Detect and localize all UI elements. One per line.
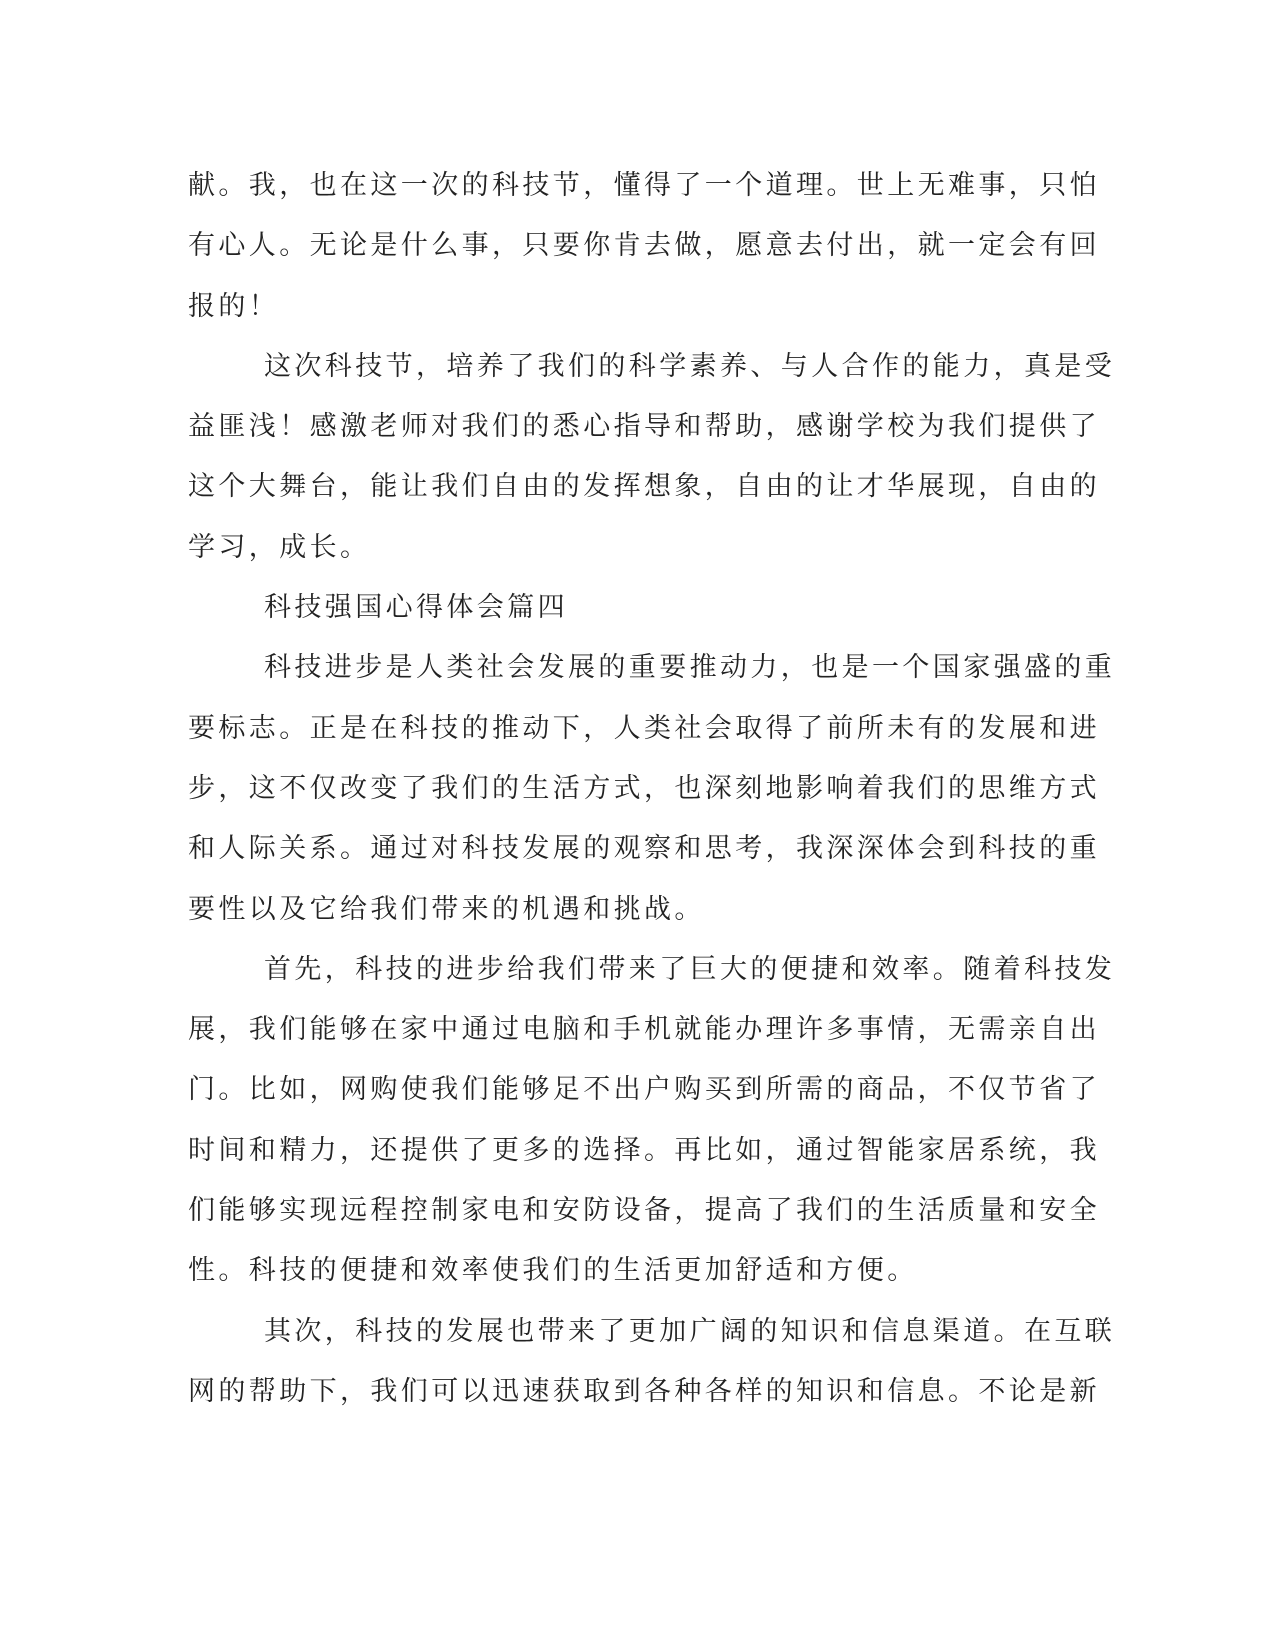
text-line: 这个大舞台，能让我们自由的发挥想象，自由的让才华展现，自由的 (188, 471, 1100, 503)
text-line: 展，我们能够在家中通过电脑和手机就能办理许多事情，无需亲自出 (188, 1014, 1100, 1046)
text-line: 科技进步是人类社会发展的重要推动力，也是一个国家强盛的重 (264, 652, 1116, 684)
text-line: 网的帮助下，我们可以迅速获取到各种各样的知识和信息。不论是新 (188, 1375, 1100, 1407)
text-line: 门。比如，网购使我们能够足不出户购买到所需的商品，不仅节省了 (188, 1074, 1100, 1106)
text-line: 要标志。正是在科技的推动下，人类社会取得了前所未有的发展和进 (188, 712, 1100, 744)
text-line: 和人际关系。通过对科技发展的观察和思考，我深深体会到科技的重 (188, 833, 1100, 865)
text-line: 步，这不仅改变了我们的生活方式，也深刻地影响着我们的思维方式 (188, 772, 1100, 804)
text-line: 要性以及它给我们带来的机遇和挑战。 (188, 893, 705, 925)
text-line: 献。我，也在这一次的科技节，懂得了一个道理。世上无难事，只怕 (188, 170, 1100, 201)
text-line: 科技强国心得体会篇四 (264, 592, 568, 624)
text-line: 性。科技的便捷和效率使我们的生活更加舒适和方便。 (188, 1255, 918, 1287)
text-line: 学习，成长。 (188, 531, 371, 563)
text-line: 首先，科技的进步给我们带来了巨大的便捷和效率。随着科技发 (264, 953, 1116, 985)
text-line: 们能够实现远程控制家电和安防设备，提高了我们的生活质量和安全 (188, 1195, 1100, 1227)
text-line: 报的！ (188, 290, 280, 322)
text-line: 益匪浅！感激老师对我们的悉心指导和帮助，感谢学校为我们提供了 (188, 411, 1100, 443)
document-body (188, 156, 1116, 1422)
text-line: 这次科技节，培养了我们的科学素养、与人合作的能力，真是受 (264, 350, 1116, 382)
text-line: 有心人。无论是什么事，只要你肯去做，愿意去付出，就一定会有回 (188, 230, 1100, 262)
text-line: 时间和精力，还提供了更多的选择。再比如，通过智能家居系统，我 (188, 1134, 1100, 1166)
text-line: 其次，科技的发展也带来了更加广阔的知识和信息渠道。在互联 (264, 1315, 1116, 1347)
